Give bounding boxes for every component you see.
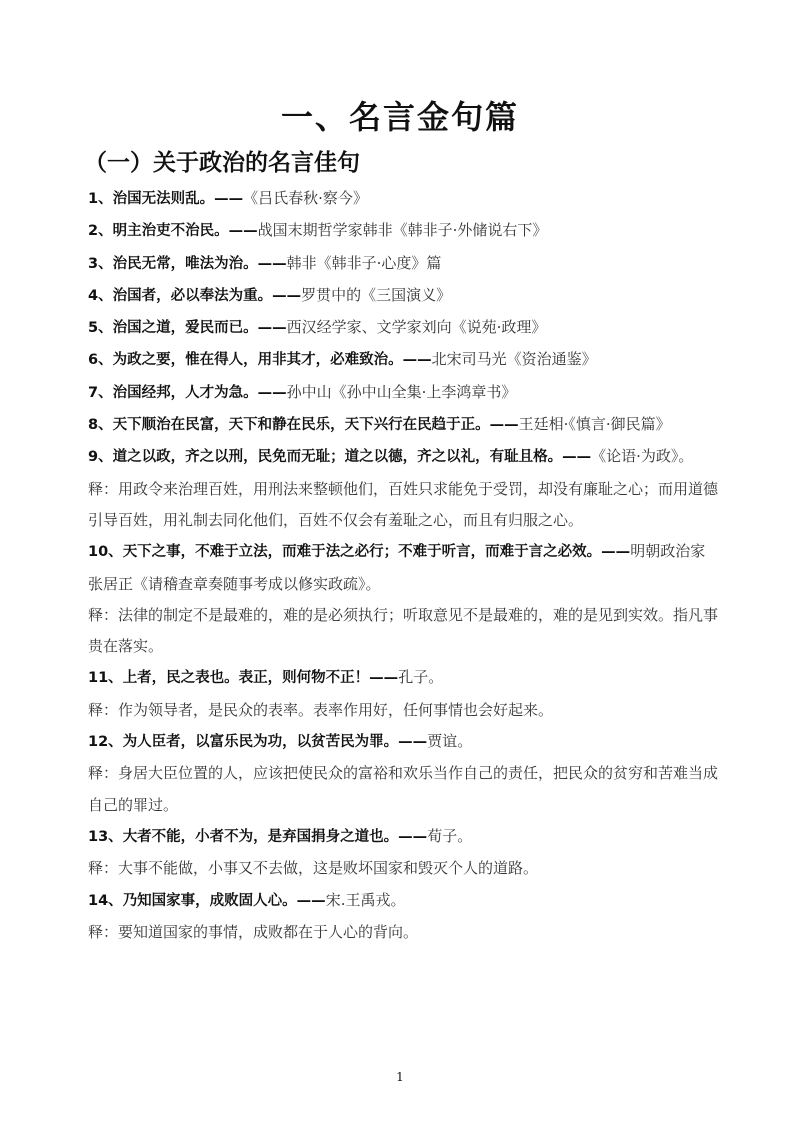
quote-text bbox=[88, 734, 427, 750]
quote-source: 孙中山《孙中山全集·上李鸿章书》 bbox=[286, 382, 517, 401]
quote-item bbox=[88, 248, 718, 280]
quote-source: 西汉经学家、文学家刘向《说苑·政理》 bbox=[286, 318, 547, 337]
quote-item bbox=[88, 215, 718, 247]
quote-text bbox=[88, 352, 432, 368]
section-heading: （一）关于政治的名言佳句 bbox=[84, 150, 360, 176]
quote-body: 治国经邦，人才为急。—— bbox=[112, 384, 287, 401]
quote-body: 乃知国家事，成败固人心。—— bbox=[122, 892, 326, 909]
quote-item bbox=[88, 344, 718, 376]
quote-item bbox=[88, 726, 718, 758]
quote-body: 上者，民之表也。表正，则何物不正！—— bbox=[122, 670, 399, 687]
quote-source: 孔子。 bbox=[398, 668, 444, 687]
quote-number: 13、 bbox=[88, 828, 123, 845]
quote-item bbox=[88, 821, 718, 853]
quote-item bbox=[88, 312, 718, 344]
quote-number: 11、 bbox=[88, 670, 123, 687]
quote-body: 治国之道，爱民而已。—— bbox=[112, 320, 287, 337]
quote-item bbox=[88, 377, 718, 409]
quote-source: 战国末期哲学家韩非《韩非子·外储说右下》 bbox=[257, 221, 548, 240]
quote-item bbox=[88, 280, 718, 312]
quote-body: 大者不能，小者不为，是弃国捐身之道也。—— bbox=[122, 828, 428, 845]
quote-body: 天下之事，不难于立法，而难于法之必行；不难于听言，而难于言之必效。—— bbox=[122, 544, 631, 561]
quote-source: 宋.王禹戎。 bbox=[325, 890, 406, 909]
quote-number: 9、 bbox=[88, 449, 113, 466]
quote-body: 治国者，必以奉法为重。—— bbox=[112, 287, 302, 304]
quote-text bbox=[88, 385, 287, 401]
quote-text bbox=[88, 670, 398, 686]
quote-explanation: 释：身居大臣位置的人，应该把使民众的富裕和欢乐当作自己的责任，把民众的贫穷和苦难当成自己的罪过。 bbox=[88, 764, 719, 814]
quote-text bbox=[88, 449, 591, 465]
quote-text bbox=[88, 320, 287, 336]
quote-text bbox=[88, 223, 258, 239]
quote-body: 为政之要，惟在得人，用非其才，必难致治。—— bbox=[112, 352, 432, 369]
quote-number: 6、 bbox=[88, 352, 113, 369]
quote-source: 王廷相·《慎言·御民篇》 bbox=[518, 415, 671, 434]
quote-text bbox=[88, 544, 630, 560]
page-title: 一、名言金句篇 bbox=[280, 98, 519, 136]
quote-item bbox=[88, 662, 718, 694]
quote-body: 明主治吏不治民。—— bbox=[112, 223, 258, 240]
quote-source: 罗贯中的《三国演义》 bbox=[301, 285, 452, 304]
quote-text bbox=[88, 191, 243, 207]
quote-source: 明朝政治家张居正《请稽查章奏随事考成以修实政疏》。 bbox=[88, 542, 706, 593]
quote-source: 荀子。 bbox=[427, 826, 473, 845]
quote-text bbox=[88, 829, 427, 845]
quote-explanation: 释：用政令来治理百姓，用刑法来整顿他们，百姓只求能免于受罚，却没有廉耻之心；而用道德引导百姓，用礼制去同化他们，百姓不仅会有羞耻之心，而且有归服之心。 bbox=[88, 479, 719, 529]
quote-text bbox=[88, 288, 301, 304]
quote-explanation: 释：要知道国家的事情，成败都在于人心的背向。 bbox=[88, 922, 419, 941]
quote-text bbox=[88, 417, 519, 433]
quote-item bbox=[88, 409, 718, 441]
quote-number: 12、 bbox=[88, 734, 123, 751]
quote-source: 《论语·为政》。 bbox=[591, 447, 694, 466]
quote-number: 7、 bbox=[88, 384, 113, 401]
quote-source: 贾谊。 bbox=[427, 732, 473, 751]
page-number: 1 bbox=[396, 1070, 404, 1084]
quote-body: 为人臣者，以富乐民为功，以贫苦民为罪。—— bbox=[122, 734, 428, 751]
quote-number: 1、 bbox=[88, 191, 113, 207]
quote-source: 北宋司马光《资治通鉴》 bbox=[431, 350, 597, 369]
quote-number: 10、 bbox=[88, 544, 123, 561]
quote-number: 14、 bbox=[88, 892, 123, 909]
quote-item bbox=[88, 536, 718, 600]
quote-text bbox=[88, 256, 287, 272]
quote-list bbox=[88, 183, 718, 948]
quote-item bbox=[88, 441, 718, 473]
quote-body: 道之以政，齐之以刑，民免而无耻；道之以德，齐之以礼，有耻且格。—— bbox=[112, 449, 592, 466]
quote-explanation: 释：大事不能做，小事又不去做，这是败坏国家和毁灭个人的道路。 bbox=[88, 859, 539, 878]
quote-number: 5、 bbox=[88, 320, 113, 337]
quote-item bbox=[88, 885, 718, 917]
quote-body: 治国无法则乱。—— bbox=[112, 191, 244, 207]
quote-number: 8、 bbox=[88, 417, 113, 434]
quote-item bbox=[88, 183, 718, 215]
quote-body: 天下顺治在民富，天下和静在民乐，天下兴行在民趋于正。—— bbox=[112, 417, 519, 434]
quote-text bbox=[88, 893, 326, 909]
quote-number: 2、 bbox=[88, 223, 113, 240]
quote-body: 治民无常，唯法为治。—— bbox=[112, 255, 287, 272]
quote-explanation: 释：作为领导者，是民众的表率。表率作用好，任何事情也会好起来。 bbox=[88, 700, 554, 719]
quote-explanation: 释：法律的制定不是最难的，难的是必须执行；听取意见不是最难的，难的是见到实效。指凡事贵在落实。 bbox=[88, 605, 719, 656]
quote-number: 3、 bbox=[88, 255, 113, 272]
quote-number: 4、 bbox=[88, 287, 113, 304]
quote-source: 韩非《韩非子·心度》篇 bbox=[286, 253, 442, 272]
quote-source: 《吕氏春秋·察今》 bbox=[243, 189, 368, 207]
